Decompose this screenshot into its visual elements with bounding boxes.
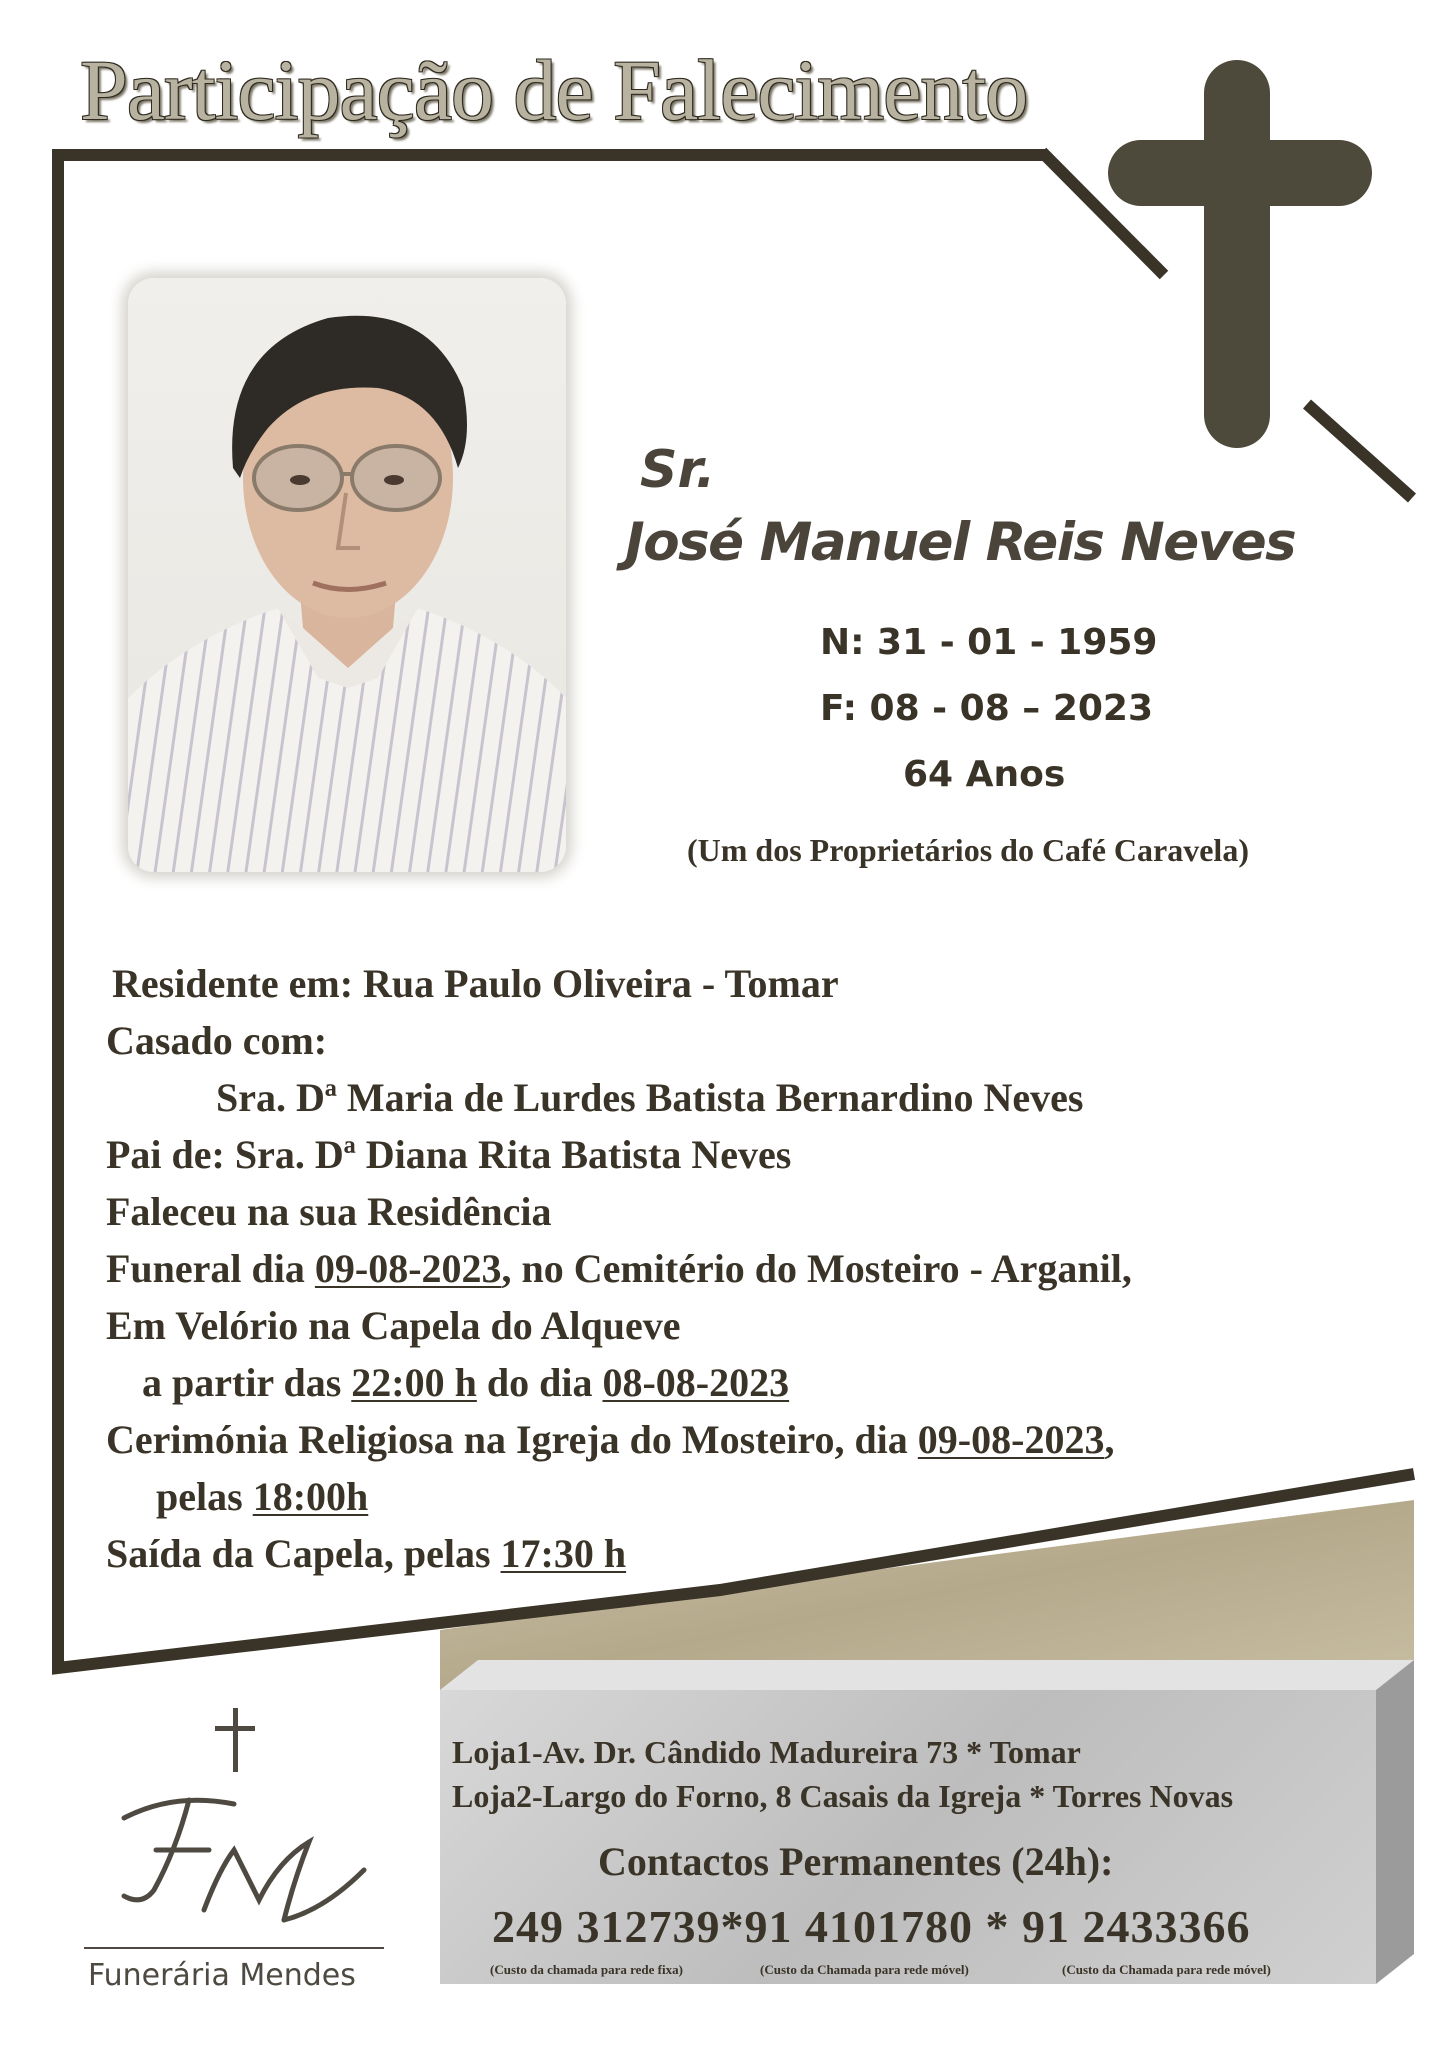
cost-note-fixed: (Custo da chamada para rede fixa) <box>490 1962 683 1977</box>
fm-monogram-icon <box>124 1800 364 1920</box>
death-date: F: 08 - 08 – 2023 <box>820 688 1154 729</box>
wake-time-line <box>142 1359 789 1406</box>
small-cross-icon <box>215 1708 255 1772</box>
departure-time: 17:30 h <box>500 1531 627 1576</box>
ceremony-time: 18:00h <box>252 1474 369 1519</box>
funeral-suffix: , no Cemitério do Mosteiro - Arganil, <box>501 1246 1132 1291</box>
ceremony-prefix: Cerimónia Religiosa na Igreja do Mosteiro, dia <box>106 1417 918 1462</box>
departure-line <box>106 1530 626 1577</box>
frame-diagonal-right <box>1307 404 1412 498</box>
father-of-line: Pai de: Sra. Dª Diana Rita Batista Neves <box>106 1132 792 1177</box>
funeral-date: 09-08-2023 <box>314 1246 502 1291</box>
funeral-home-logo <box>84 1700 404 1960</box>
portrait-illustration <box>128 278 566 872</box>
note: (Um dos Proprietários do Café Caravela) <box>687 832 1249 868</box>
ceremony-suffix: , <box>1104 1417 1115 1462</box>
honorific: Sr. <box>640 440 716 500</box>
footer-box-edge <box>1376 1660 1414 1984</box>
birth-date: N: 31 - 01 - 1959 <box>820 622 1158 663</box>
ceremony-date: 09-08-2023 <box>917 1417 1105 1462</box>
married-label: Casado com: <box>106 1018 328 1063</box>
residence-line: Residente em: Rua Paulo Oliveira - Tomar <box>112 961 839 1006</box>
spouse-line: Sra. Dª Maria de Lurdes Batista Bernardino Neves <box>216 1075 1084 1120</box>
cost-note-mobile-1: (Custo da Chamada para rede móvel) <box>760 1962 969 1977</box>
contacts-title: Contactos Permanentes (24h): <box>598 1839 1114 1884</box>
age: 64 Anos <box>903 754 1066 795</box>
funeral-line <box>106 1245 1132 1292</box>
deceased-name: José Manuel Reis Neves <box>625 512 1296 573</box>
store1-address: Loja1-Av. Dr. Cândido Madureira 73 * Tomar <box>452 1734 1081 1770</box>
portrait-photo <box>128 278 566 872</box>
phone-numbers: 249 312739*91 4101780 * 91 2433366 <box>492 1901 1251 1952</box>
ceremony-time-line <box>156 1473 368 1520</box>
wake-line: Em Velório na Capela do Alqueve <box>106 1303 681 1348</box>
died-at-line: Faleceu na sua Residência <box>106 1189 552 1234</box>
funeral-home-name: Funerária Mendes <box>88 1958 356 1993</box>
wake-from-mid: do dia <box>476 1360 603 1405</box>
funeral-prefix: Funeral dia <box>106 1246 315 1291</box>
wake-from-prefix: a partir das <box>142 1360 352 1405</box>
cost-note-mobile-2: (Custo da Chamada para rede móvel) <box>1062 1962 1271 1977</box>
footer-box-top-edge <box>440 1660 1414 1690</box>
departure-prefix: Saída da Capela, pelas <box>106 1531 501 1576</box>
store2-address: Loja2-Largo do Forno, 8 Casais da Igreja * Torres Novas <box>452 1778 1234 1814</box>
page-title: Participação de Falecimento <box>80 42 1028 138</box>
wake-time: 22:00 h <box>351 1360 477 1405</box>
ceremony-time-prefix: pelas <box>156 1474 253 1519</box>
ceremony-line <box>106 1416 1114 1463</box>
wake-date: 08-08-2023 <box>602 1360 790 1405</box>
